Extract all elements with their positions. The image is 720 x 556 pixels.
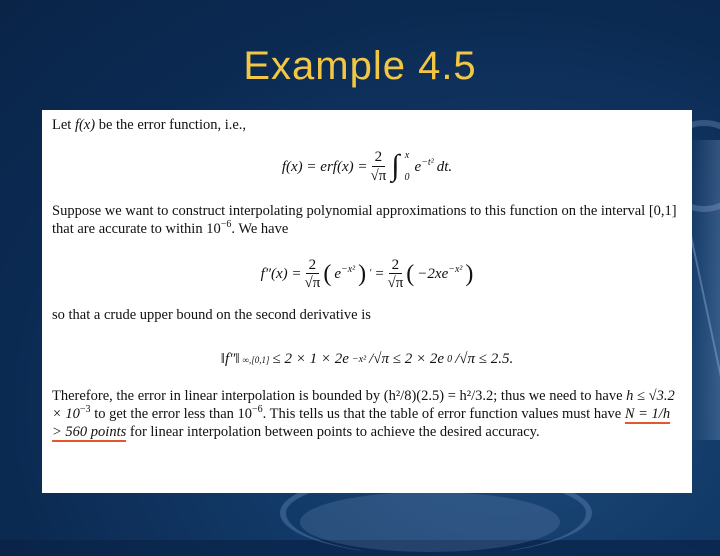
eq1-tail: dt. [436,158,453,175]
integral-sign: ∫ [391,149,400,183]
slide-title: Example 4.5 [243,44,477,88]
paragraph-crude-bound: so that a crude upper bound on the second derivative is [52,307,371,324]
paragraph-suppose: Suppose we want to construct interpolating polynomial approximations to this function on the interval [0,1] that are accurate to within $10^{-6}$. We have [52,203,677,238]
equation-second-derivative: f″(x) = $\frac{2}{√\pi}$ ( $e^{-x^2}$ ) ′ = $\frac{2}{√\pi}$ ( $-2xe^{-x^2}$ ) [260,256,474,292]
paren-open-2: ( [406,261,415,288]
eq2-fraction-2: $\frac{2}{√\pi}$ [387,256,404,292]
eq2-rhs: $-2xe^{-x^2}$ [417,264,463,282]
paren-open: ( [323,261,332,288]
paren-close: ) [358,261,367,288]
content-panel [42,110,692,493]
integral-limits [405,150,410,184]
eq1-fraction [370,149,386,185]
underlined-result: N = 1/h > 560 points [52,405,671,440]
eq2-fraction-1: $\frac{2}{√\pi}$ [304,256,321,292]
eq1-upper-limit: x [404,150,410,162]
eq2-equals: = [374,266,385,282]
eq1-lower-limit: 0 [404,171,410,183]
paren-close-2: ) [465,261,474,288]
intro-paragraph [52,116,682,134]
equation-bound: ‖f″‖ ∞,[0,1] ≤ 2 × 1 × 2e −x² /√π ≤ 2 × 2e 0 /√π ≤ 2.5. [220,351,514,368]
eq2-lhs: f″(x) = [260,266,302,282]
paragraph-conclusion: Therefore, the error in linear interpolation is bounded by (h²/8)(2.5) = h²/3.2; thus we need to have $h \le √3.2 \times 10^{-3}$ to get the error less than $10^{-6}$. This tells us that the table of error function values must have N = 1/h > 560 points for linear interpolation between points to achieve the desired accuracy. [52,387,675,440]
eq1-integrand: $e^{-t^2}$ [414,156,434,175]
eq2-middle: $e^{-x^2}$ [334,264,356,282]
eq1-denominator: √π [370,167,387,184]
eq1-lhs: f(x) = erf(x) = [281,158,368,175]
intro-text: Let [52,117,75,133]
decorative-glow [300,492,560,552]
equation-erf [52,142,682,192]
intro-text-2: be the error function, i.e., [95,117,247,133]
decorative-side-gradient [688,140,720,440]
eq1-numerator: 2 [372,149,386,167]
intro-function: f(x) [74,117,96,133]
